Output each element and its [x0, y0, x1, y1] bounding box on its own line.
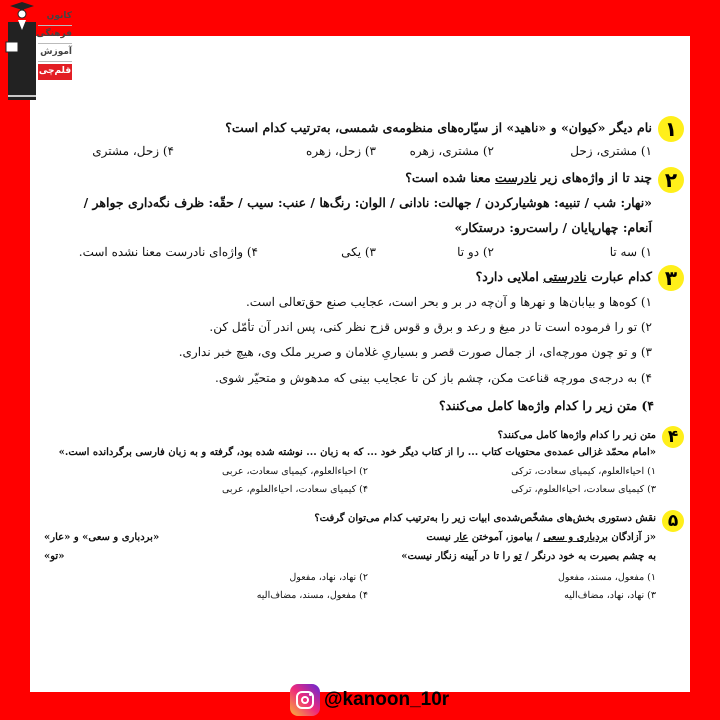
underlined-word: نادرست — [495, 170, 537, 185]
question-body-line-1: «امام محمّد غزالی عمده‌ی محتویات کتاب ... را از کتاب دیگر خود ... که به زبان ... نوشته شده بود، گرفته و به زبان فارسی برگردانده است.» — [58, 447, 656, 458]
question-text: نام دیگر «کیوان» و «ناهید» از سیّاره‌های منظومه‌ی شمسی، به‌ترتیب کدام است؟ — [225, 120, 652, 135]
question-number-badge: ۳ — [658, 265, 684, 291]
option-1[interactable]: ۱) مفعول، مسند، مفعول — [558, 572, 656, 583]
cut-off-text-line: ۴) متن زیر را کدام واژه‌ها کامل می‌کنند؟ — [439, 398, 654, 413]
option-2[interactable]: ۲) تو را فرموده است تا در میغ و رعد و برق و قوس قزح نظر کنی، پس اندر آن تأمّل کن. — [209, 320, 652, 334]
option-3[interactable]: ۳) یکی — [341, 245, 376, 259]
option-4[interactable]: ۴) زحل، مشتری — [92, 144, 174, 158]
footer-social[interactable] — [290, 683, 449, 717]
option-1[interactable]: ۱) سه تا — [609, 245, 652, 259]
question-number-badge: ۲ — [658, 167, 684, 193]
question-1 — [44, 116, 684, 166]
exam-page — [30, 36, 690, 692]
kanoon-logo — [0, 0, 72, 104]
option-3[interactable]: ۳) نهاد، نهاد، مضاف‌الیه — [564, 590, 656, 601]
option-1[interactable]: ۱) مشتری، زحل — [570, 144, 652, 158]
option-3[interactable]: ۳) کیمیای سعادت، احیاءالعلوم، ترکی — [511, 484, 656, 495]
verse-line-1: «ز آزادگان بردباری و سعی / بیاموز، آموختن عار نیست — [426, 532, 656, 543]
logo-word-3: آموزش — [38, 46, 72, 62]
option-3[interactable]: ۳) و تو چون مورچه‌ای، از جمال صورت قصر و بسیاریِ غلامان و صریر ملک وی، هیچ خبر نداری. — [178, 345, 652, 359]
option-3[interactable]: ۳) زحل، زهره — [306, 144, 376, 158]
option-4[interactable]: ۴) مفعول، مسند، مضاف‌الیه — [256, 590, 368, 601]
option-4[interactable]: ۴) کیمیای سعادت، احیاءالعلوم، عربی — [222, 484, 368, 495]
logo-word-4: قلم‌چی — [38, 64, 72, 80]
logo-text — [38, 10, 72, 82]
option-2[interactable]: ۲) دو تا — [457, 245, 494, 259]
underlined-word: نادرستی — [543, 269, 587, 284]
verse-note-1: «بردباری و سعی» و «عار» — [44, 532, 160, 543]
question-text: چند تا از واژه‌های زیر نادرست معنا شده است؟ — [405, 170, 652, 185]
option-4[interactable]: ۴) به درجه‌ی مورچه قناعت مکن، چشم باز کن تا عجایب بینی که مدهوش و متحیّر شوی. — [215, 371, 652, 385]
question-2 — [44, 167, 684, 267]
logo-word-1: کانون — [38, 10, 72, 26]
option-2[interactable]: ۲) نهاد، نهاد، مفعول — [289, 572, 368, 583]
question-4 — [44, 426, 684, 506]
verse-line-2: به چشم بصیرت به خود درنگر / تو را تا در آیینه زنگار نیست» — [401, 551, 656, 562]
logo-word-2: فرهنگی — [38, 28, 72, 44]
option-2[interactable]: ۲) مشتری، زهره — [409, 144, 494, 158]
question-body-line-1: «نهار: شب / تنبیه: هوشیارکردن / جهالت: نادانی / الوان: رنگ‌ها / عنب: سیب / حقّه: ظرف نگه‌داری جواهر / — [83, 195, 652, 210]
question-text: نقش دستوری بخش‌های مشخّص‌شده‌ی ابیات زیر را به‌ترتیب کدام می‌توان گرفت؟ — [314, 513, 656, 524]
option-1[interactable]: ۱) کوه‌ها و بیابان‌ها و نهرها و آن‌چه در بر و بحر است، عجایب صنع حق‌تعالی است. — [245, 295, 652, 309]
question-5 — [44, 508, 684, 618]
option-1[interactable]: ۱) احیاءالعلوم، کیمیای سعادت، ترکی — [511, 466, 656, 477]
option-4[interactable]: ۴) واژه‌ای نادرست معنا نشده است. — [78, 245, 258, 259]
questions-area — [30, 36, 690, 692]
question-text: کدام عبارت نادرستی املایی دارد؟ — [475, 269, 652, 284]
question-body-line-2: اَنعام: چهارپایان / راست‌رو: درستکار» — [454, 220, 652, 235]
graduate-figure-icon — [4, 0, 36, 104]
question-number-badge: ۴ — [662, 426, 684, 448]
option-2[interactable]: ۲) احیاءالعلوم، کیمیای سعادت، عربی — [222, 466, 368, 477]
question-text: متن زیر را کدام واژه‌ها کامل می‌کنند؟ — [497, 430, 656, 441]
verse-note-2: «تو» — [44, 551, 65, 562]
instagram-handle[interactable]: @kanoon_10r — [324, 689, 450, 710]
question-number-badge: ۱ — [658, 116, 684, 142]
question-number-badge: ۵ — [662, 510, 684, 532]
instagram-icon — [290, 684, 320, 716]
